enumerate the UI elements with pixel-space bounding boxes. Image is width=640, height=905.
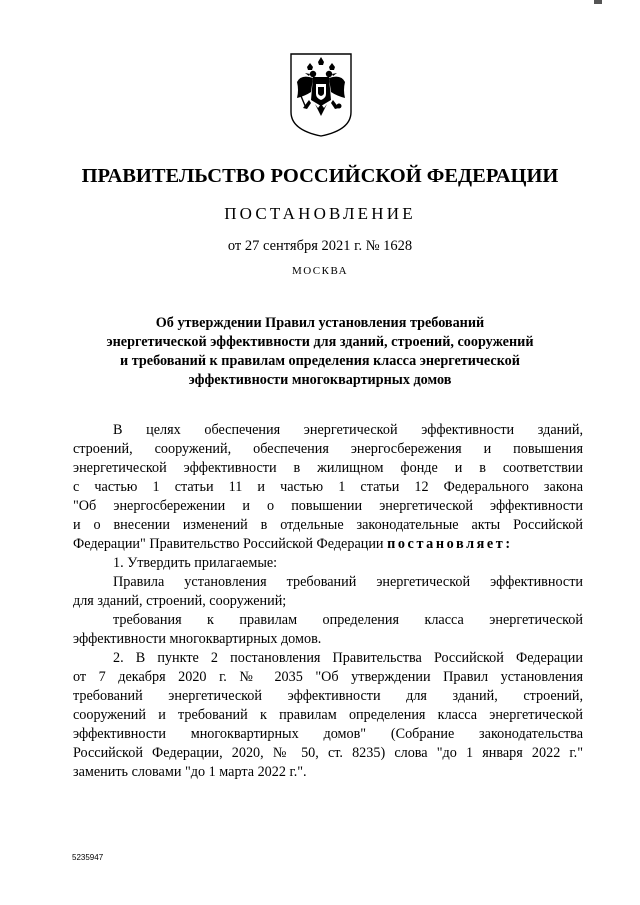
body-line: эффективности многоквартирных домов. bbox=[73, 631, 322, 647]
body-line: "Об энергосбережении и о повышении энергетической эффективности bbox=[73, 498, 583, 514]
body-line: Российской Федерации, 2020, № 50, ст. 8235) слова "до 1 января 2022 г." bbox=[73, 745, 583, 761]
body-line bbox=[73, 535, 583, 554]
coat-of-arms-icon bbox=[289, 52, 353, 138]
body-line: Правила установления требований энергетической эффективности bbox=[113, 574, 583, 590]
body-line: от 7 декабря 2020 г. № 2035 "Об утверждении Правил установления bbox=[73, 669, 583, 685]
city: МОСКВА bbox=[291, 265, 349, 277]
scan-mark bbox=[594, 0, 602, 4]
body-line: требований энергетической эффективности для зданий, строений, bbox=[73, 688, 583, 704]
subject-line: энергетической эффективности для зданий, строений, сооружений bbox=[106, 334, 534, 350]
date-and-number: от 27 сентября 2021 г. № 1628 bbox=[227, 238, 413, 254]
document-type: ПОСТАНОВЛЕНИЕ bbox=[224, 204, 416, 223]
document-code: 5235947 bbox=[72, 853, 104, 862]
body-line: эффективности многоквартирных домов" (Собрание законодательства bbox=[73, 726, 583, 742]
body-line: требования к правилам определения класса энергетической bbox=[113, 612, 583, 628]
body-text-fragment: Федерации" Правительство Российской Федерации bbox=[73, 536, 384, 552]
decree-word: постановляет: bbox=[387, 536, 513, 552]
body-line: строений, сооружений, обеспечения энергосбережения и повышения bbox=[73, 441, 583, 457]
document-body bbox=[73, 421, 583, 782]
subject-line: и требований к правилам определения класса энергетической bbox=[120, 353, 520, 369]
subject-line: Об утверждении Правил установления требований bbox=[155, 315, 485, 331]
body-line: с частью 1 статьи 11 и частью 1 статьи 12 Федерального закона bbox=[73, 479, 583, 495]
body-line: энергетической эффективности в жилищном фонде и в соответствии bbox=[73, 460, 583, 476]
item-1: 1. Утвердить прилагаемые: bbox=[113, 555, 278, 571]
subject-line: эффективности многоквартирных домов bbox=[188, 372, 452, 388]
body-line: заменить словами "до 1 марта 2022 г.". bbox=[73, 764, 307, 780]
body-line: и о внесении изменений в отдельные законодательные акты Российской bbox=[73, 517, 583, 533]
body-line: 2. В пункте 2 постановления Правительства Российской Федерации bbox=[113, 650, 583, 666]
body-line: для зданий, строений, сооружений; bbox=[73, 593, 287, 609]
government-title: ПРАВИТЕЛЬСТВО РОССИЙСКОЙ ФЕДЕРАЦИИ bbox=[81, 165, 559, 187]
document-subject bbox=[60, 314, 580, 390]
body-line: В целях обеспечения энергетической эффективности зданий, bbox=[113, 422, 583, 438]
body-line: сооружений и требований к правилам определения класса энергетической bbox=[73, 707, 583, 723]
